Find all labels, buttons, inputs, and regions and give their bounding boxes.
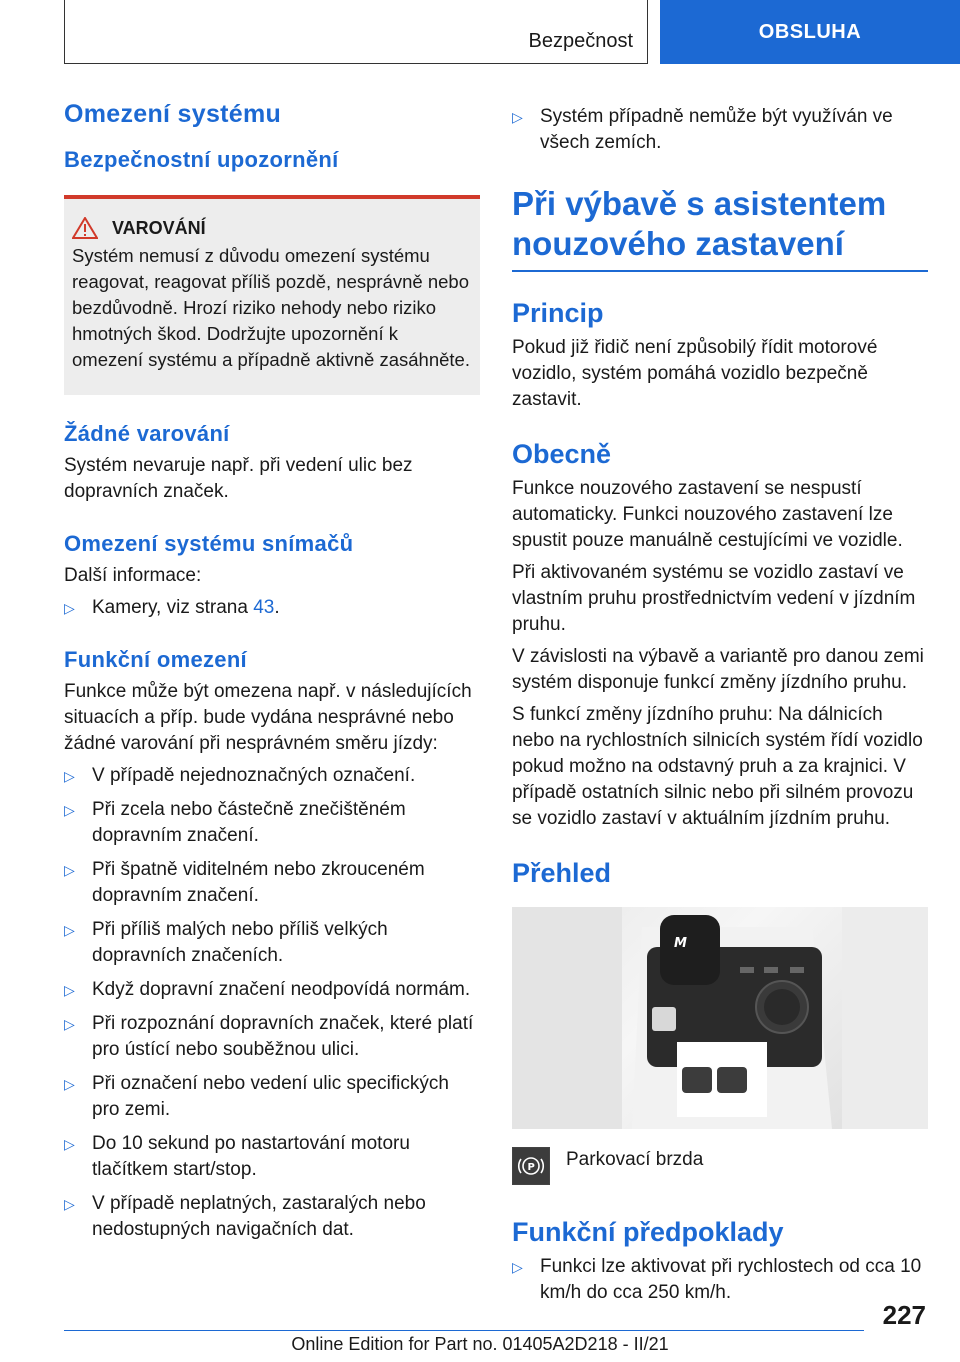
sensor-list <box>64 595 480 621</box>
no-warning-text: Systém nevaruje např. při vedení ulic bez dopravních značek. <box>64 455 413 502</box>
list-item: ▷ Systém případně nemůže být využíván ve všech zemích. <box>512 106 893 153</box>
page-number: 227 <box>882 1300 926 1330</box>
right-column <box>512 100 928 1314</box>
heading-requirements: Funkční předpoklady <box>512 1217 784 1247</box>
svg-text:P: P <box>527 1162 535 1173</box>
list-item: ▷ Funkci lze aktivovat při rychlostech od cca 10 km/h do cca 250 km/h. <box>512 1256 922 1303</box>
center-console-photo <box>512 907 928 1129</box>
legend-row <box>512 1147 928 1185</box>
list-item: ▷ Do 10 sekund po nastartování motoru tlačítkem start/stop. <box>64 1133 410 1180</box>
country-list <box>512 104 928 156</box>
page-link[interactable]: 43 <box>253 597 275 618</box>
triangle-bullet-icon: ▷ <box>64 802 75 818</box>
triangle-bullet-icon: ▷ <box>64 1076 75 1092</box>
triangle-bullet-icon: ▷ <box>64 600 75 616</box>
list-item: ▷ V případě nejednoznačných označení. <box>64 763 480 789</box>
heading-emergency-stop: Při výbavě s asistentem nouzového zastavení <box>512 184 928 272</box>
heading-no-warning: Žádné varování <box>64 421 230 446</box>
triangle-bullet-icon: ▷ <box>64 1196 75 1212</box>
heading-sensor-limits: Omezení systému snímačů <box>64 531 354 556</box>
warning-title: VAROVÁNÍ <box>112 217 206 238</box>
svg-text:M: M <box>674 936 687 951</box>
triangle-bullet-icon: ▷ <box>512 109 523 125</box>
general-paragraph: S funkcí změny jízdního pruhu: Na dálnicích nebo na rychlostních silnicích systém řídí vozidlo pokud možno na odstavný pruh a za krajnici. V případě ostatních silnic nebo při silném provozu se vozidlo zastaví v aktuálním jízdním pruhu. <box>512 704 923 829</box>
footer-divider <box>64 1330 864 1331</box>
warning-title-row <box>72 217 472 239</box>
list-item: ▷ Při rozpoznání dopravních značek, které platí pro ústící nebo souběžnou ulici. <box>64 1013 474 1060</box>
list-item: ▷ Když dopravní značení neodpovídá normám. <box>64 977 480 1003</box>
left-column <box>64 100 480 1251</box>
principle-text: Pokud již řidič není způsobilý řídit motorové vozidlo, systém pomáhá vozidlo bezpečně zastavit. <box>512 337 878 410</box>
sensor-limits-text: Další informace: <box>64 565 202 586</box>
list-item: ▷ Při špatně viditelném nebo zkrouceném dopravním značení. <box>64 859 425 906</box>
footer-edition: Online Edition for Part no. 01405A2D218 - II/21 <box>291 1334 669 1354</box>
header-section-box <box>64 0 648 64</box>
heading-function-limits: Funkční omezení <box>64 647 247 672</box>
header-chapter-tab[interactable]: OBSLUHA <box>660 0 960 64</box>
triangle-bullet-icon: ▷ <box>512 1259 523 1275</box>
center-console-illustration <box>512 907 928 1129</box>
function-limits-text: Funkce může být omezena např. v následujících situacích a příp. bude vydána nesprávné nebo žádné varování při nesprávném směru jízdy: <box>64 681 472 754</box>
warning-triangle-icon <box>72 217 98 239</box>
general-paragraph: Při aktivovaném systému se vozidlo zastaví ve vlastním pruhu prostřednictvím vedení v jízdním pruhu. <box>512 562 916 635</box>
heading-system-limits: Omezení systému <box>64 100 282 128</box>
warning-text: Systém nemusí z důvodu omezení systému reagovat, reagovat příliš pozdě, nesprávně nebo bezdůvodně. Hrozí riziko nehody nebo riziko hmotných škod. Dodržujte upozornění k omezení systému a případně aktivně zasáhněte. <box>72 245 470 370</box>
triangle-bullet-icon: ▷ <box>64 922 75 938</box>
requirements-list <box>512 1254 928 1306</box>
warning-box <box>64 195 480 395</box>
general-paragraph: V závislosti na výbavě a variantě pro danou zemi systém disponuje funkcí změny jízdního pruhu. <box>512 646 924 693</box>
list-item: ▷ Při zcela nebo částečně znečištěném dopravním značení. <box>64 799 406 846</box>
limits-list <box>64 763 480 1243</box>
general-paragraph: Funkce nouzového zastavení se nespustí automaticky. Funkci nouzového zastavení lze spustit pouze manuálně cestujícími ve vozidle. <box>512 478 903 551</box>
triangle-bullet-icon: ▷ <box>64 1016 75 1032</box>
heading-general: Obecně <box>512 439 612 469</box>
list-item: ▷ Při označení nebo vedení ulic specifických pro zemi. <box>64 1073 449 1120</box>
triangle-bullet-icon: ▷ <box>64 982 75 998</box>
parking-brake-icon <box>512 1147 550 1185</box>
heading-safety-notes: Bezpečnostní upozornění <box>64 147 339 172</box>
header-section: Bezpečnost <box>528 30 633 52</box>
list-item: ▷ Při příliš malých nebo příliš velkých dopravních značeních. <box>64 919 388 966</box>
heading-overview: Přehled <box>512 858 612 888</box>
list-item: ▷ Kamery, viz strana 43. <box>64 595 480 621</box>
heading-principle: Princip <box>512 298 604 328</box>
legend-label: Parkovací brzda <box>566 1149 704 1170</box>
triangle-bullet-icon: ▷ <box>64 1136 75 1152</box>
triangle-bullet-icon: ▷ <box>64 768 75 784</box>
triangle-bullet-icon: ▷ <box>64 862 75 878</box>
list-item: ▷ V případě neplatných, zastaralých nebo nedostupných navigačních dat. <box>64 1193 426 1240</box>
